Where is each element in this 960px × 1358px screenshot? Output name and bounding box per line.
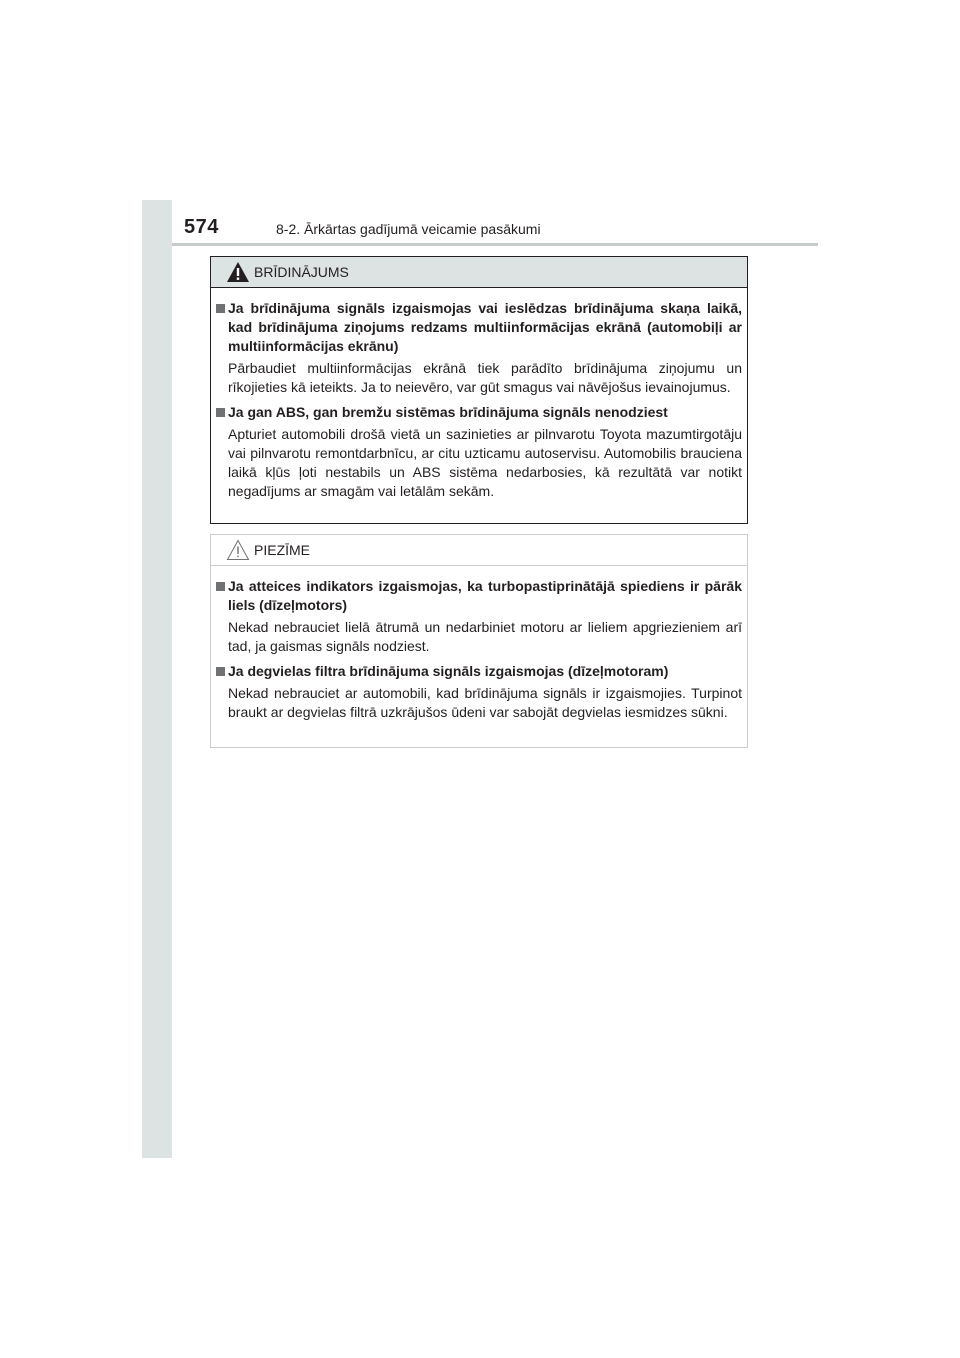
- warning-item: [216, 403, 742, 501]
- section-title: 8-2. Ārkārtas gadījumā veicamie pasākumi: [276, 221, 541, 237]
- square-bullet-icon: [216, 582, 225, 591]
- square-bullet-icon: [216, 667, 225, 676]
- square-bullet-icon: [216, 304, 225, 313]
- note-item: [216, 662, 742, 722]
- warning-label: BRĪDINĀJUMS: [254, 264, 349, 280]
- page-number: 574: [184, 216, 219, 238]
- warning-item-title: [216, 403, 742, 422]
- note-box: [210, 534, 748, 748]
- warning-box: [210, 256, 748, 524]
- note-item-text: Nekad nebrauciet ar automobili, kad brīdinājuma signāls ir izgaismojies. Turpinot braukt ar degvielas filtrā uzkrājušos ūdeni var sabojāt degvielas iesmidzes sūkni.: [228, 685, 742, 720]
- note-item-text: Nekad nebrauciet lielā ātrumā un nedarbiniet motoru ar lieliem apgriezieniem arī tad, ja gaismas signāls nodziest.: [228, 619, 742, 654]
- warning-triangle-outline-icon: [226, 539, 250, 561]
- warning-box-header: [211, 257, 747, 288]
- warning-triangle-filled-icon: [226, 261, 250, 283]
- warning-box-body: [211, 288, 747, 501]
- warning-item-text: Apturiet automobili drošā vietā un sazinieties ar pilnvarotu Toyota mazumtirgotāju vai pilnvarotu remontdarbnīcu, ar citu uzticamu autoservisu. Automobilis brauciena laikā kļūs ļoti nestabils un ABS sistēma nedarbosies, kā rezultātā var notikt negadījums ar smagām vai letālām sekām.: [228, 426, 742, 499]
- square-bullet-icon: [216, 408, 225, 417]
- note-item-title-text: Ja atteices indikators izgaismojas, ka turbopastiprinātājā spiediens ir pārāk liels (dīzeļmotors): [228, 578, 742, 613]
- warning-item-text: Pārbaudiet multiinformācijas ekrānā tiek parādīto brīdinājuma ziņojumu un rīkojieties kā ieteikts. Ja to neievēro, var gūt smagus vai nāvējošus ievainojumus.: [228, 360, 742, 395]
- warning-item-title-text: Ja gan ABS, gan bremžu sistēmas brīdinājuma signāls nenodziest: [228, 404, 668, 420]
- note-item-title: [216, 662, 742, 681]
- note-item-title-text: Ja degvielas filtra brīdinājuma signāls izgaismojas (dīzeļmotoram): [228, 663, 669, 679]
- header-rule: [172, 243, 818, 246]
- note-item: [216, 577, 742, 656]
- note-box-header: [211, 535, 747, 566]
- warning-item-title-text: Ja brīdinājuma signāls izgaismojas vai ieslēdzas brīdinājuma skaņa laikā, kad brīdinājuma ziņojums redzams multiinformācijas ekrānā (automobiļi ar multiinformācijas ekrānu): [228, 300, 742, 354]
- warning-item-title: [216, 299, 742, 356]
- warning-item: [216, 299, 742, 397]
- note-label: PIEZĪME: [254, 542, 311, 558]
- note-box-body: [211, 566, 747, 722]
- side-tab-band: [142, 200, 172, 1158]
- note-item-title: [216, 577, 742, 615]
